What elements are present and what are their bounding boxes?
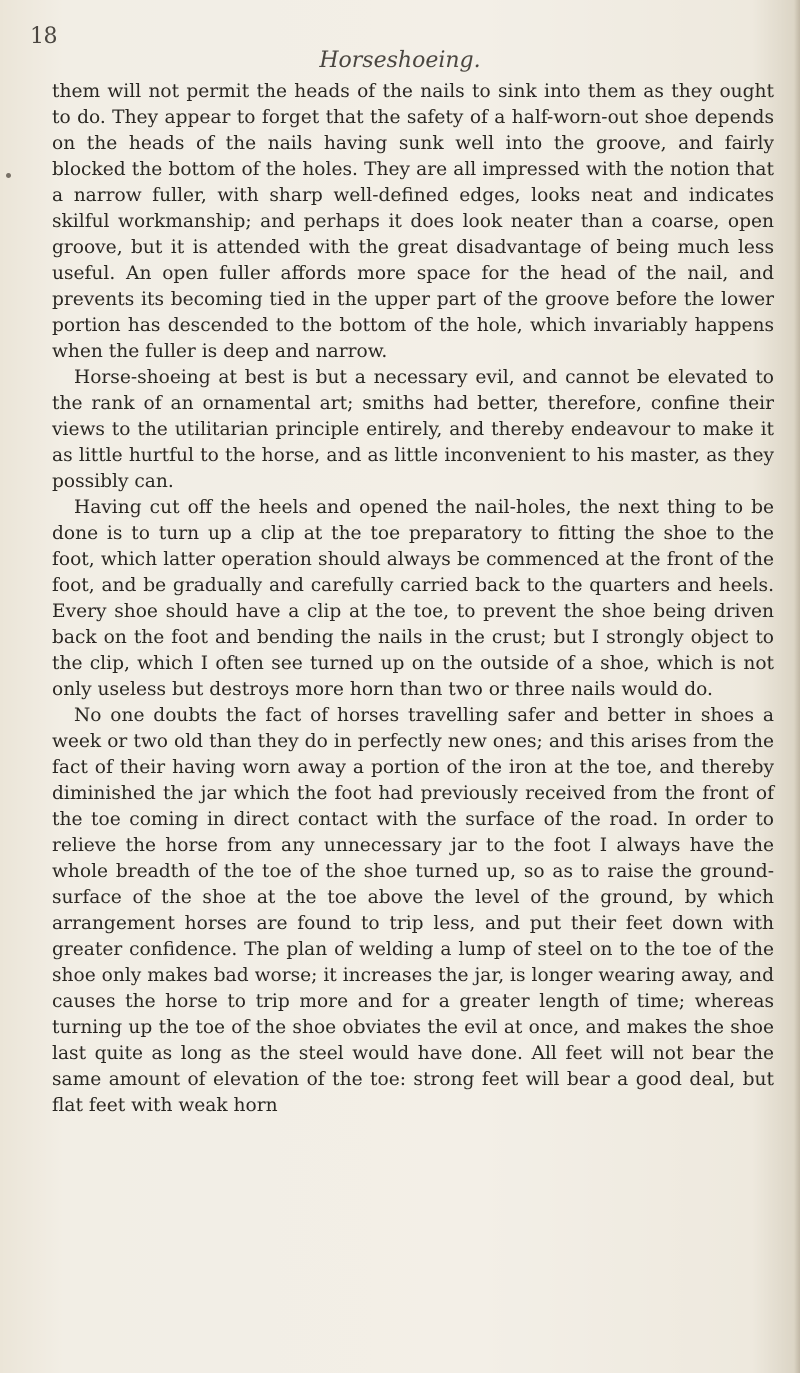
running-title: Horseshoeing. [319, 48, 481, 73]
paragraph-continuation: them will not permit the heads of the nails to sink into them as they ought to do. They appear to forget that the safety of a half-worn-out shoe depends on the heads of the nails having sunk well into the groove, and fairly blocked the bottom of the holes. They are all impressed with the notion that a narrow fuller, with sharp well-defined edges, looks neat and indicates skilful workmanship; and perhaps it does look neater than a coarse, open groove, but it is attended with the great disadvantage of being much less useful. An open fuller affords more space for the head of the nail, and prevents its becoming tied in the upper part of the groove before the lower portion has descended to the bottom of the hole, which invariably happens when the fuller is deep and narrow. [52, 81, 774, 362]
body-text [52, 79, 774, 1119]
page-number: 18 [30, 24, 57, 49]
paragraph-toe-elevation: No one doubts the fact of horses travelling safer and better in shoes a week or two old than they do in perfectly new ones; and this arises from the fact of their having worn away a portion of the iron at the toe, and thereby diminished the jar which the foot had previously received from the front of the toe coming in direct contact with the surface of the road. In order to relieve the horse from any unnecessary jar to the foot I always have the whole breadth of the toe of the shoe turned up, so as to raise the ground-surface of the shoe at the toe above the level of the ground, by which arrangement horses are found to trip less, and put their feet down with greater confidence. The plan of welding a lump of steel on to the toe of the shoe only makes bad worse; it increases the jar, is longer wearing away, and causes the horse to trip more and for a greater length of time; whereas turning up the toe of the shoe obviates the evil at once, and makes the shoe last quite as long as the steel would have done. All feet will not bear the same amount of elevation of the toe: strong feet will bear a good deal, but flat feet with weak horn [52, 705, 774, 1116]
page-edge-shadow [794, 0, 800, 1373]
margin-mark [6, 173, 11, 178]
paragraph-horse-shoeing-evil: Horse-shoeing at best is but a necessary evil, and cannot be elevated to the rank of an ornamental art; smiths had better, therefore, confine their views to the utilitarian principle entirely, and thereby endeavour to make it as little hurtful to the horse, and as little inconvenient to his master, as they possibly can. [52, 367, 774, 492]
paragraph-clip-at-toe: Having cut off the heels and opened the nail-holes, the next thing to be done is to turn up a clip at the toe preparatory to fitting the shoe to the foot, which latter operation should always be commenced at the front of the foot, and be gradually and carefully carried back to the quarters and heels. Every shoe should have a clip at the toe, to prevent the shoe being driven back on the foot and bending the nails in the crust; but I strongly object to the clip, which I often see turned up on the outside of a shoe, which is not only useless but destroys more horn than two or three nails would do. [52, 497, 774, 700]
